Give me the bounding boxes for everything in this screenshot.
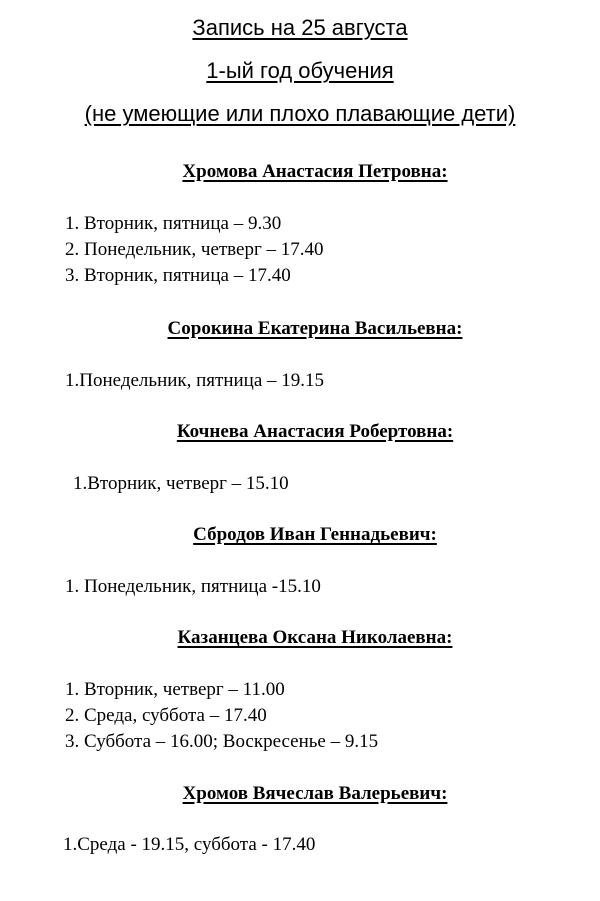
schedule-item: 2. Среда, суббота – 17.40 bbox=[65, 705, 267, 726]
schedule-item: 1. Вторник, пятница – 9.30 bbox=[65, 213, 282, 234]
teacher-name: Хромов Вячеслав Валерьевич: bbox=[182, 783, 448, 804]
header-note: (не умеющие или плохо плавающие дети) bbox=[84, 101, 516, 126]
schedule-item: 1.Вторник, четверг – 15.10 bbox=[73, 473, 289, 494]
teacher-name: Сбродов Иван Геннадьевич: bbox=[193, 524, 437, 545]
schedule-item: 1. Понедельник, пятница -15.10 bbox=[65, 576, 321, 597]
schedule-item: 3. Вторник, пятница – 17.40 bbox=[65, 265, 291, 286]
schedule-item: 1.Понедельник, пятница – 19.15 bbox=[65, 370, 325, 391]
teacher-name: Кочнева Анастасия Робертовна: bbox=[176, 421, 454, 442]
header-subtitle: 1-ый год обучения bbox=[206, 58, 394, 83]
schedule-item: 2. Понедельник, четверг – 17.40 bbox=[65, 239, 324, 260]
teacher-name: Сорокина Екатерина Васильевна: bbox=[167, 318, 463, 339]
header-title: Запись на 25 августа bbox=[192, 15, 408, 40]
schedule-item: 1.Среда - 19.15, суббота - 17.40 bbox=[63, 834, 316, 855]
teacher-name: Казанцева Оксана Николаевна: bbox=[177, 627, 453, 648]
teacher-name: Хромова Анастасия Петровна: bbox=[182, 161, 448, 182]
schedule-item: 3. Суббота – 16.00; Воскресенье – 9.15 bbox=[65, 731, 379, 752]
schedule-item: 1. Вторник, четверг – 11.00 bbox=[65, 679, 285, 700]
